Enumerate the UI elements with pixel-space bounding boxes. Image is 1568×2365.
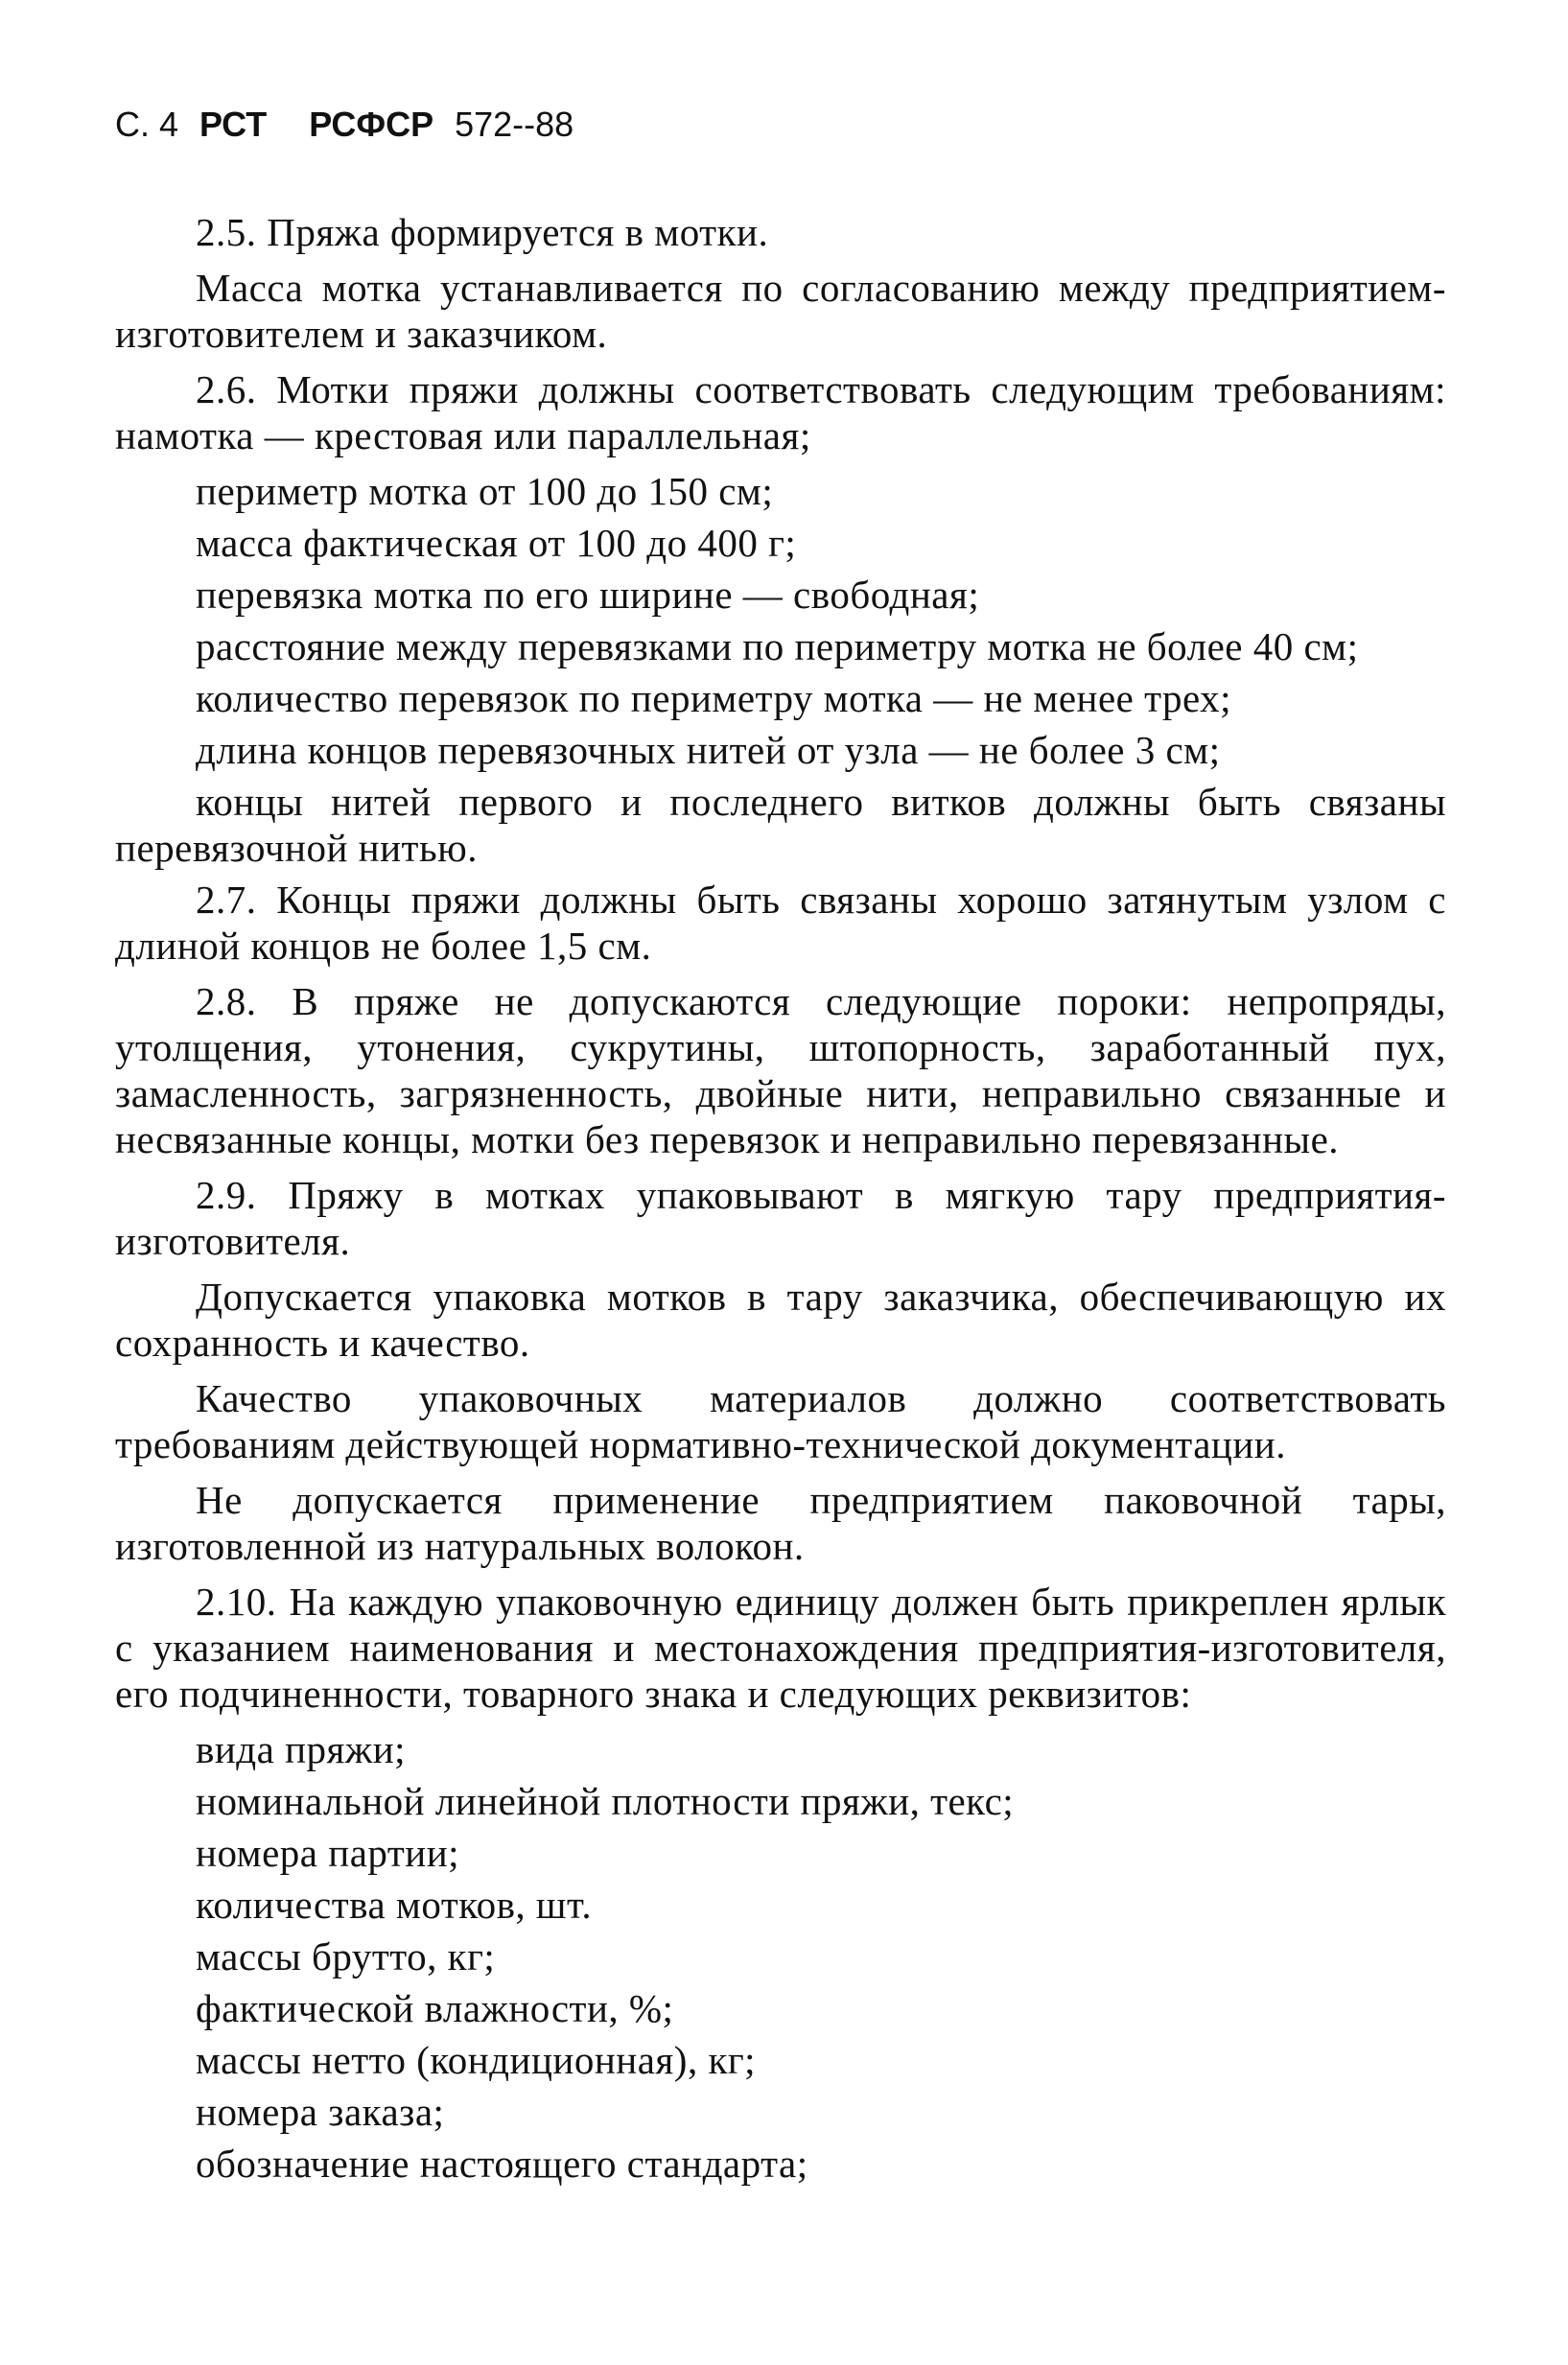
section-2-6-text: 2.6. Мотки пряжи должны соответствовать следующим требованиям: намотка — крестовая или параллельная;: [115, 367, 1446, 457]
list-item: количества мотков, шт.: [196, 1883, 593, 1927]
standard-number: 572--88: [455, 105, 574, 144]
section-2-5-text: Масса мотка устанавливается по согласованию между предприятием-изготовителем и заказчиком.: [115, 266, 1446, 356]
list-item: количество перевязок по периметру мотка — не менее трех;: [196, 676, 1232, 720]
standard-region: РСФСР: [309, 105, 434, 144]
section-2-8: 2.8. В пряже не допускаются следующие пороки: непропряды, утолщения, утонения, сукрутины, штопорность, заработанный пух, замасленность, загрязненность, двойные нити, неправильно связанные и несвязанные концы, мотки без перевязок и неправильно перевязанные.: [115, 979, 1446, 1161]
list-item: периметр мотка от 100 до 150 см;: [196, 469, 774, 513]
section-2-7: 2.7. Концы пряжи должны быть связаны хорошо затянутым узлом с длиной концов не более 1,5 см.: [115, 878, 1446, 968]
list-item: фактической влажности, %;: [196, 1986, 674, 2030]
list-item: обозначение настоящего стандарта;: [196, 2142, 808, 2186]
list-item: номера заказа;: [196, 2090, 445, 2134]
section-2-10: 2.10. На каждую упаковочную единицу должен быть прикреплен ярлык с указанием наименования и местонахождения предприятия-изготовителя, его подчиненности, товарного знака и следующих реквизитов:: [115, 1580, 1446, 1716]
list-item: длина концов перевязочных нитей от узла — не более 3 см;: [196, 728, 1221, 772]
body-text: [115, 209, 1446, 2192]
list-item: массы нетто (кондиционная), кг;: [196, 2038, 757, 2082]
section-2-9-b: Качество упаковочных материалов должно соответствовать требованиям действующей нормативно-технической документации.: [115, 1376, 1446, 1466]
list-item: перевязка мотка по его ширине — свободная;: [196, 573, 980, 617]
list-item: концы нитей первого и последнего витков должны быть связаны перевязочной нитью.: [115, 780, 1446, 870]
list-item: вида пряжи;: [196, 1727, 407, 1771]
section-2-9: 2.9. Пряжу в мотках упаковывают в мягкую тару предприятия-изготовителя.: [115, 1173, 1446, 1263]
section-2-9-a: Допускается упаковка мотков в тару заказчика, обеспечивающую их сохранность и качество.: [115, 1275, 1446, 1365]
section-2-5-title: 2.5. Пряжа формируется в мотки.: [196, 210, 769, 254]
list-item: массы брутто, кг;: [196, 1934, 496, 1979]
list-item: номинальной линейной плотности пряжи, текс;: [196, 1779, 1015, 1823]
list-item: масса фактическая от 100 до 400 г;: [196, 521, 797, 565]
page-header: [115, 104, 573, 146]
list-item: номера партии;: [196, 1831, 460, 1875]
standard-org: РСТ: [199, 105, 268, 144]
list-item: расстояние между перевязками по периметру мотка не более 40 см;: [196, 624, 1359, 668]
section-2-9-c: Не допускается применение предприятием паковочной тары, изготовленной из натуральных волокон.: [115, 1478, 1446, 1568]
page-number: С. 4: [115, 105, 179, 144]
